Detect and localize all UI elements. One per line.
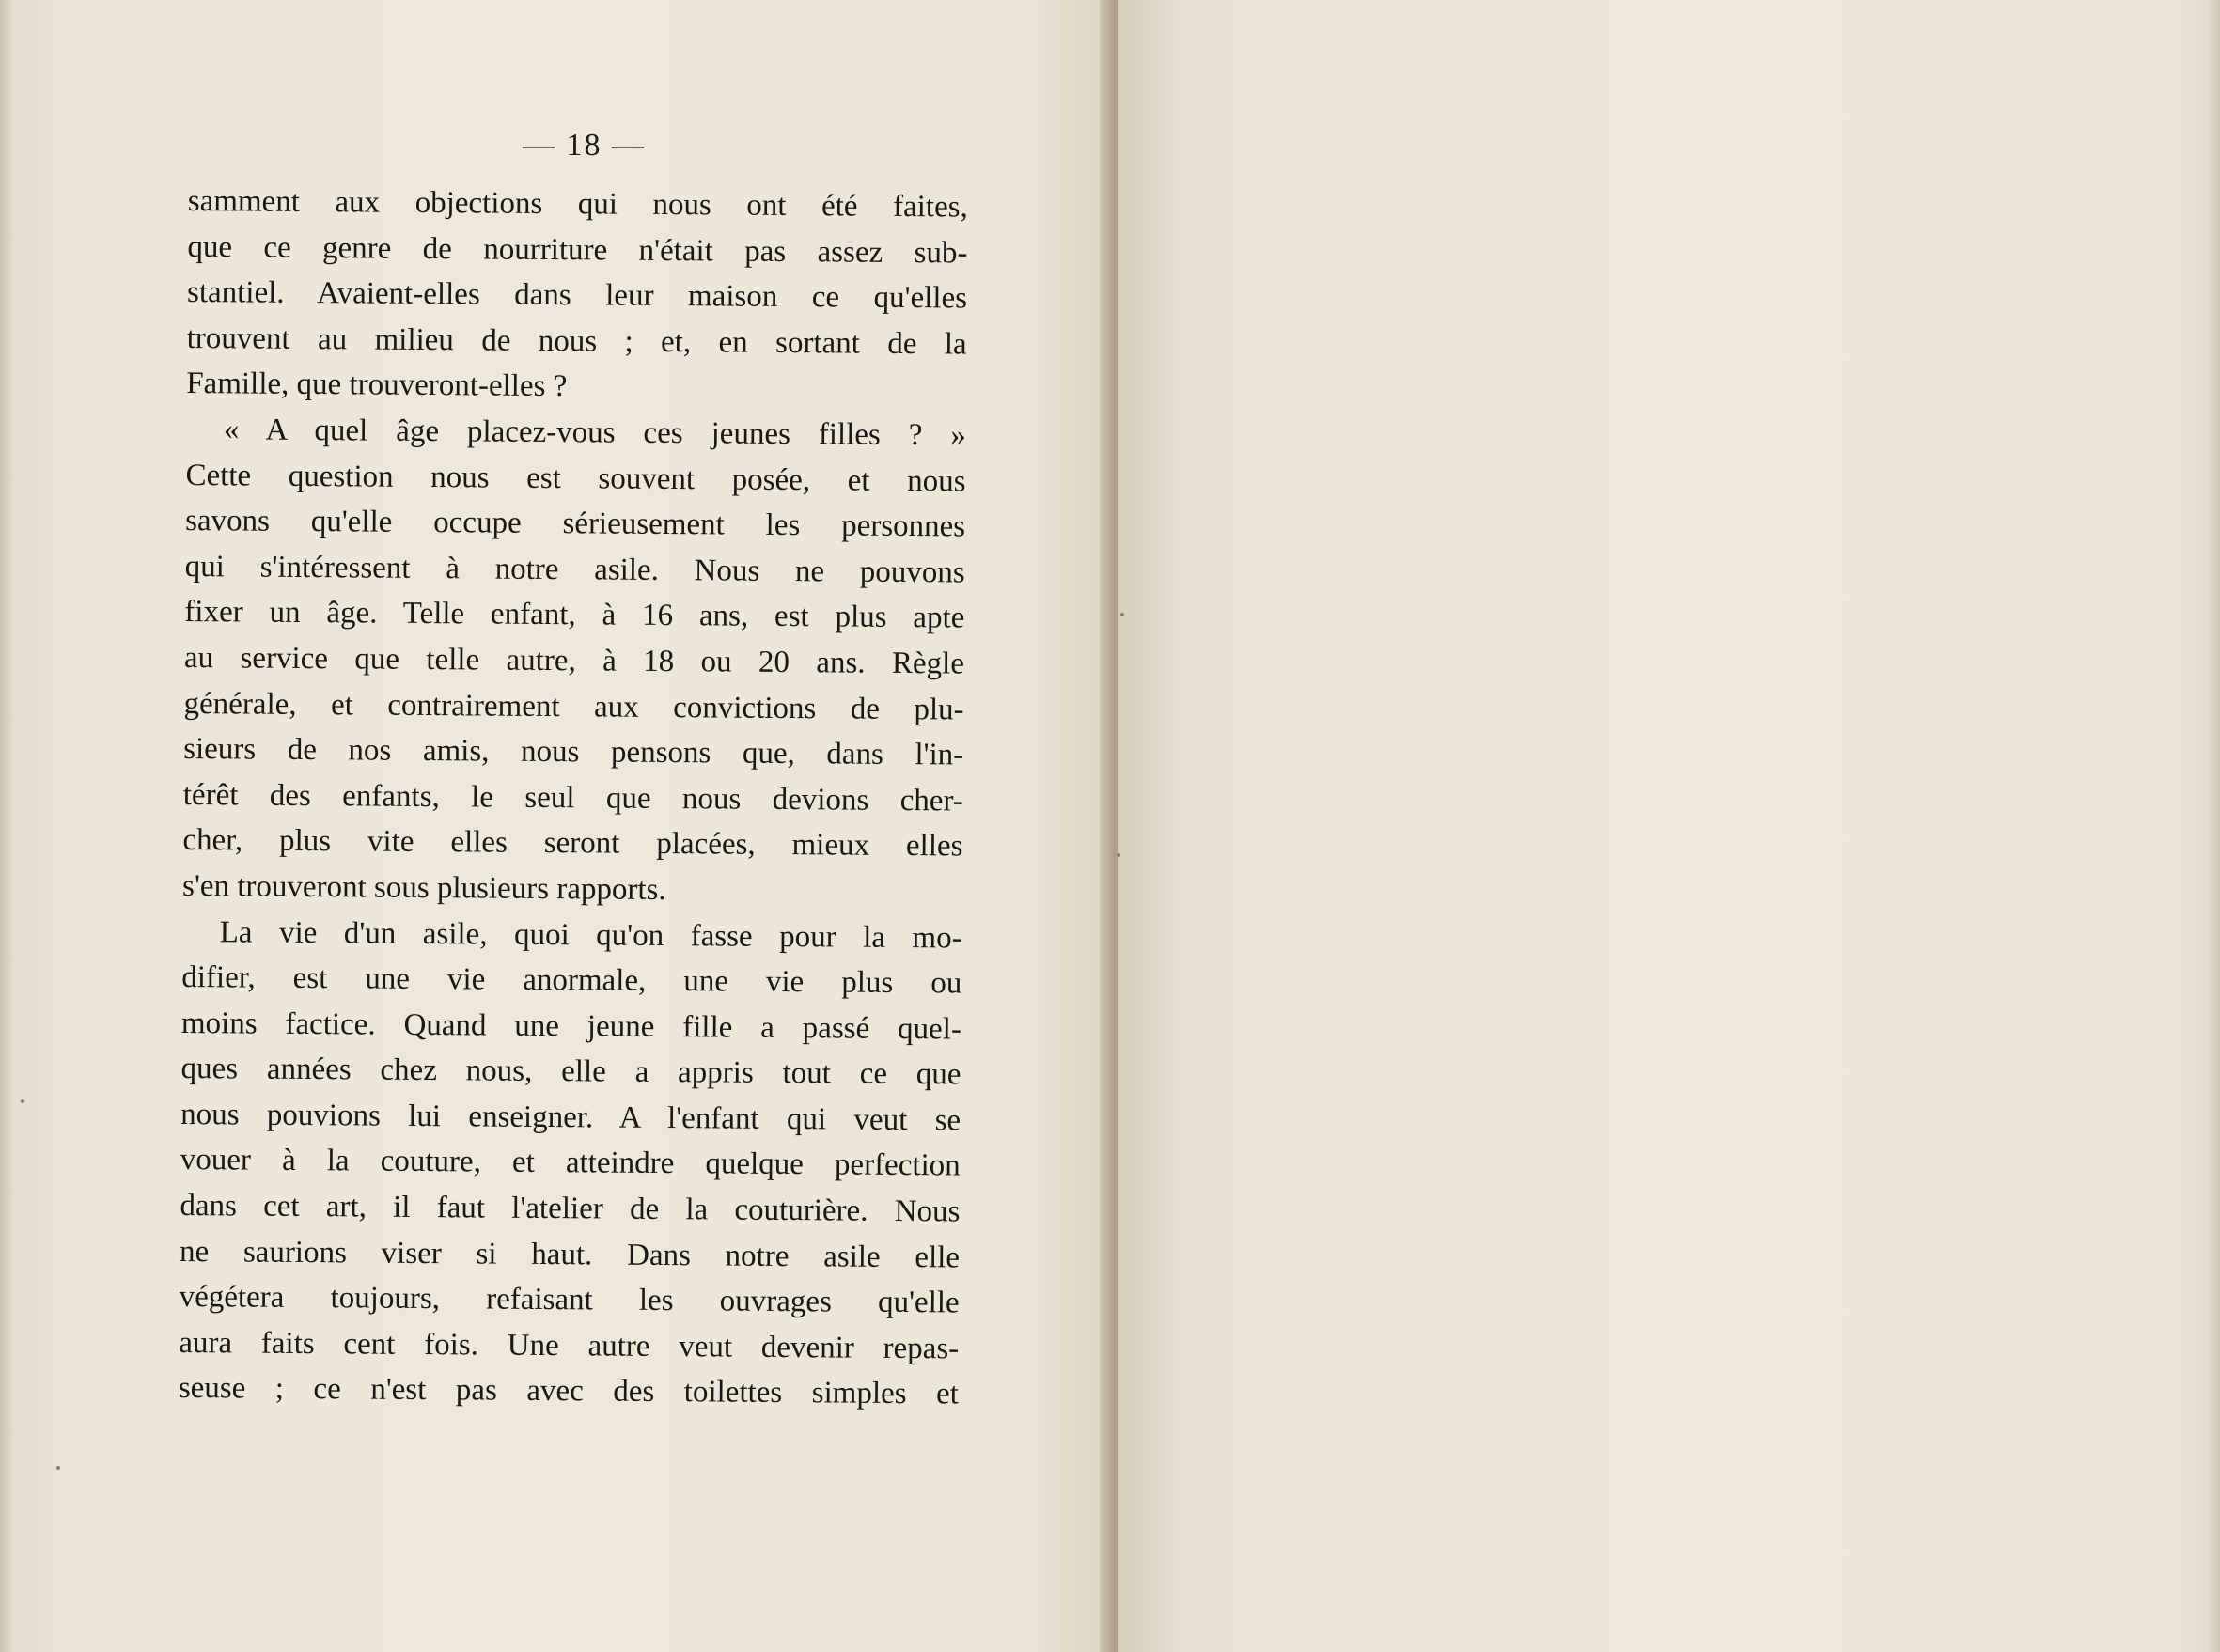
text-line: végétera toujours, refaisant les ouvrages qu'elle <box>179 1280 960 1320</box>
text-line: savons qu'elle occupe sérieusement les personnes <box>184 504 966 544</box>
text-line: ne saurions viser si haut. Dans notre asile elle <box>179 1234 961 1275</box>
text-line: Cette question nous est souvent posée, et nous <box>185 458 966 499</box>
left-page-text <box>179 179 968 1418</box>
text-line: générale, et contrairement aux convictions de plu- <box>183 686 964 727</box>
page-number-left: — 18 — <box>523 128 646 163</box>
text-line: que ce genre de nourriture n'était pas assez sub- <box>187 229 968 271</box>
text-line: samment aux objections qui nous ont été faites, <box>187 183 968 225</box>
text-line: nous pouvions lui enseigner. A l'enfant qui veut se <box>180 1097 961 1138</box>
paper-speck <box>1120 613 1124 616</box>
page-edge-shadow <box>2207 0 2220 1652</box>
text-line: trouvent au milieu de nous ; et, en sortant de la <box>186 320 967 362</box>
text-line: stantiel. Avaient-elles dans leur maison ce qu'elles <box>186 275 968 316</box>
text-line: vouer à la couture, et atteindre quelque perfection <box>180 1143 961 1183</box>
paper-speck <box>1117 853 1120 857</box>
text-line: dans cet art, il faut l'atelier de la couturière. Nous <box>180 1189 961 1229</box>
text-line: « A quel âge placez-vous ces jeunes filles ? » <box>223 413 967 453</box>
text-line: aura faits cent fois. Une autre veut devenir repas- <box>179 1325 960 1366</box>
right-page <box>1118 0 2220 1652</box>
text-line: difier, est une vie anormale, une vie plus ou <box>181 960 962 1001</box>
text-line: ques années chez nous, elle a appris tout ce que <box>180 1052 961 1092</box>
text-line: seuse ; ce n'est pas avec des toilettes simples et <box>178 1371 960 1411</box>
page-edge-shadow <box>0 0 13 1652</box>
text-line: térêt des enfants, le seul que nous devions cher- <box>182 777 963 818</box>
text-line: La vie d'un asile, quoi qu'on fasse pour la mo- <box>219 914 962 955</box>
text-line: qui s'intéressent à notre asile. Nous ne pouvons <box>184 549 965 590</box>
text-line: moins factice. Quand une jeune fille a passé quel- <box>180 1005 962 1047</box>
left-page <box>0 0 1107 1652</box>
text-line: cher, plus vite elles seront placées, mieux elles <box>182 823 963 864</box>
text-line: sieurs de nos amis, nous pensons que, dans l'in- <box>183 732 964 772</box>
text-line: Famille, que trouveront-elles ? <box>186 366 568 404</box>
text-line: s'en trouveront sous plusieurs rapports. <box>181 868 666 907</box>
text-line: au service que telle autre, à 18 ou 20 ans. Règle <box>183 640 965 681</box>
paper-speck <box>21 1099 24 1103</box>
text-line: fixer un âge. Telle enfant, à 16 ans, est plus apte <box>184 595 965 635</box>
paper-speck <box>56 1466 60 1470</box>
